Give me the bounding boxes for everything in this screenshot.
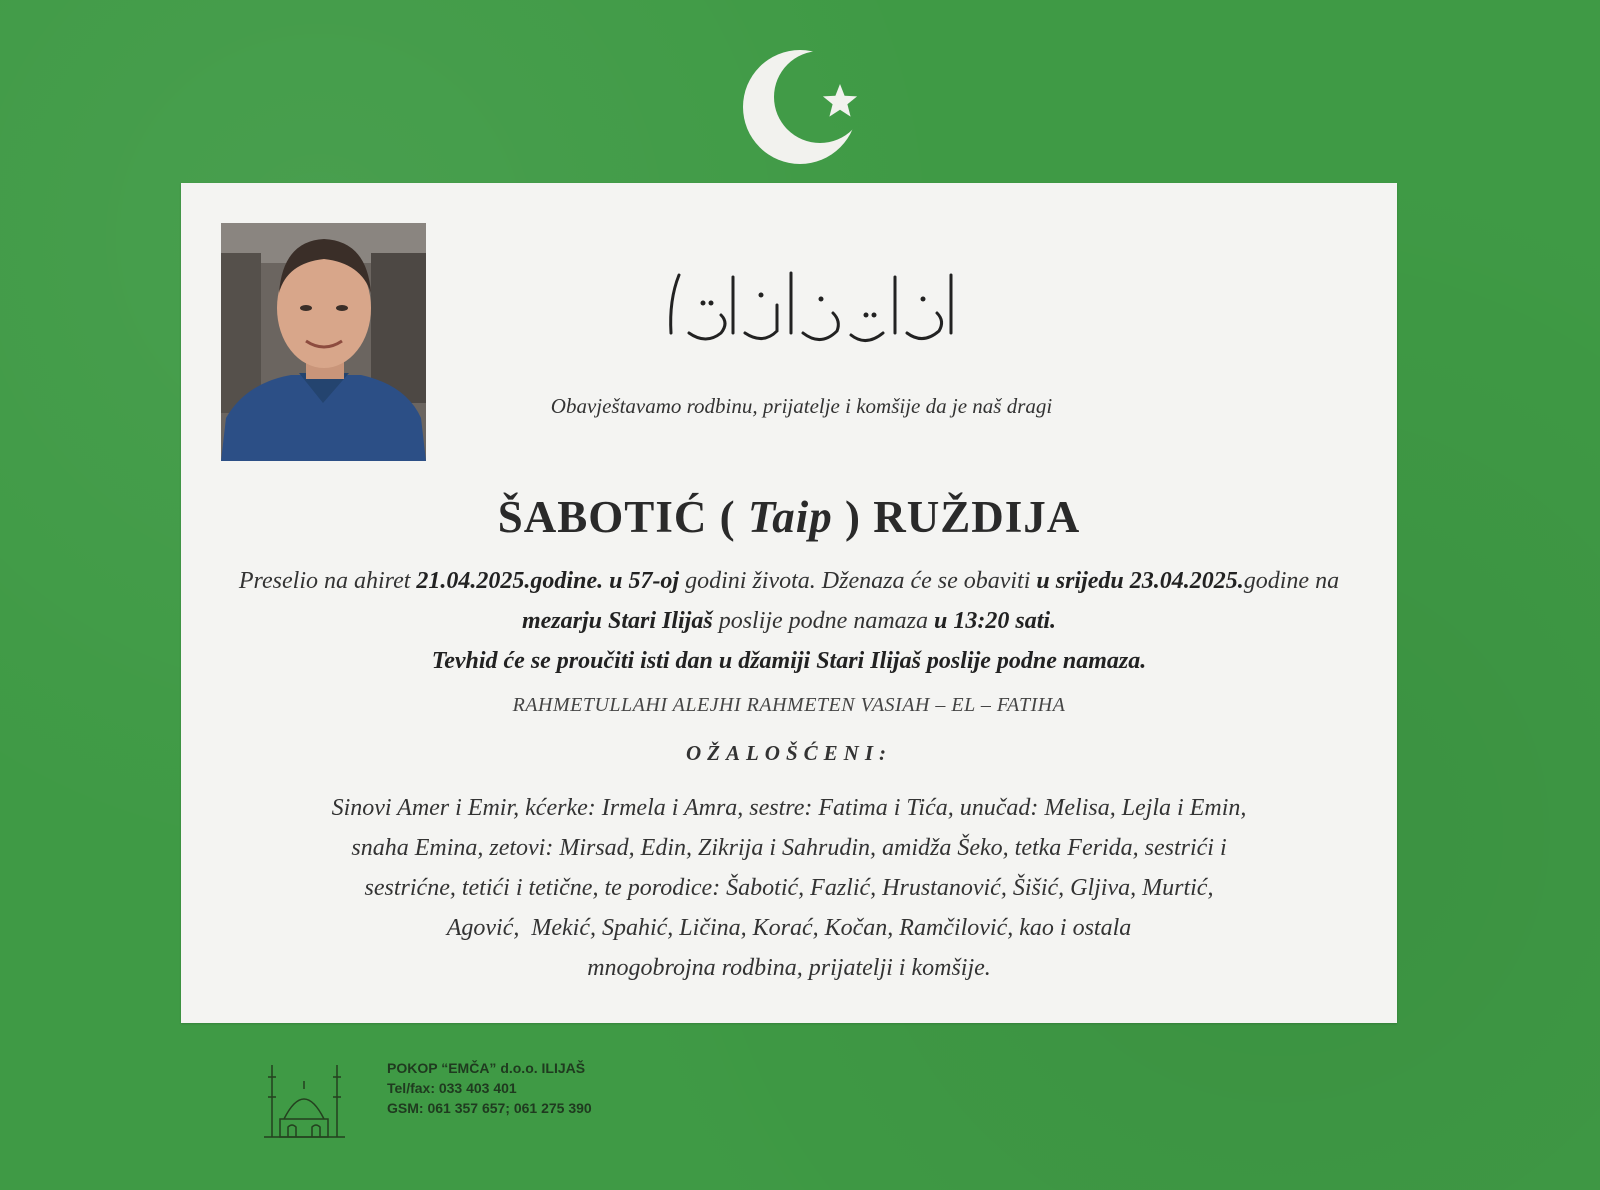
company-gsm: GSM: 061 357 657; 061 275 390 <box>387 1100 592 1116</box>
given-name: RUŽDIJA <box>873 492 1081 542</box>
age: u 57-oj <box>609 568 680 594</box>
text-segment: Preselio na ahiret <box>238 568 417 594</box>
surname: ŠABOTIĆ <box>497 492 708 542</box>
mourners-line: mnogobrojna rodbina, prijatelji i komšije. <box>587 955 991 981</box>
company-name: POKOP “EMČA” d.o.o. ILIJAŠ <box>387 1060 586 1076</box>
funeral-company-info <box>387 1058 592 1118</box>
intro-text: Obavještavamo rodbinu, prijatelje i komšije da je naš dragi <box>550 394 1053 418</box>
name-paren-close: ) <box>844 492 861 542</box>
funeral-time: u 13:20 sati. <box>934 608 1057 634</box>
arabic-calligraphy-heading <box>651 255 971 355</box>
deceased-photo <box>221 223 426 461</box>
funeral-date: u srijedu 23.04.2025. <box>1036 568 1244 594</box>
death-date: 21.04.2025.godine. <box>416 568 604 594</box>
father-name: Taip <box>747 492 833 542</box>
mourners-heading: OŽALOŠĆENI: <box>685 741 893 765</box>
mourners-line: Agović, Mekić, Spahić, Ličina, Korać, Kočan, Ramčilović, kao i ostala <box>446 915 1132 941</box>
crescent-star-icon <box>740 42 870 172</box>
mourners-list <box>206 788 1372 988</box>
name-paren-open: ( <box>719 492 736 542</box>
mosque-icon <box>262 1057 347 1142</box>
tevhid-info: Tevhid će se proučiti isti dan u džamiji Stari Ilijaš poslije podne namaza. <box>431 648 1147 674</box>
deceased-name <box>181 491 1397 543</box>
company-telfax: Tel/fax: 033 403 401 <box>387 1080 517 1096</box>
text-segment: godine na <box>1243 568 1340 594</box>
funeral-details <box>221 561 1357 681</box>
funeral-place: mezarju Stari Ilijaš <box>521 608 713 634</box>
obituary-card <box>181 183 1397 1023</box>
mourners-line: sestrićne, tetići i tetične, te porodice: Šabotić, Fazlić, Hrustanović, Šišić, Gljiva, Murtić, <box>364 875 1214 901</box>
text-segment: godini života. Dženaza će se obaviti <box>679 568 1037 594</box>
mourners-line: snaha Emina, zetovi: Mirsad, Edin, Zikrija i Sahrudin, amidža Šeko, tetka Ferida, sestrići i <box>351 835 1227 861</box>
mourners-line: Sinovi Amer i Emir, kćerke: Irmela i Amra, sestre: Fatima i Tića, unučad: Melisa, Lejla i Emin, <box>331 795 1247 821</box>
prayer-line: RAHMETULLAHI ALEJHI RAHMETEN VASIAH – EL – FATIHA <box>512 694 1066 716</box>
text-segment: poslije podne namaza <box>712 608 935 634</box>
